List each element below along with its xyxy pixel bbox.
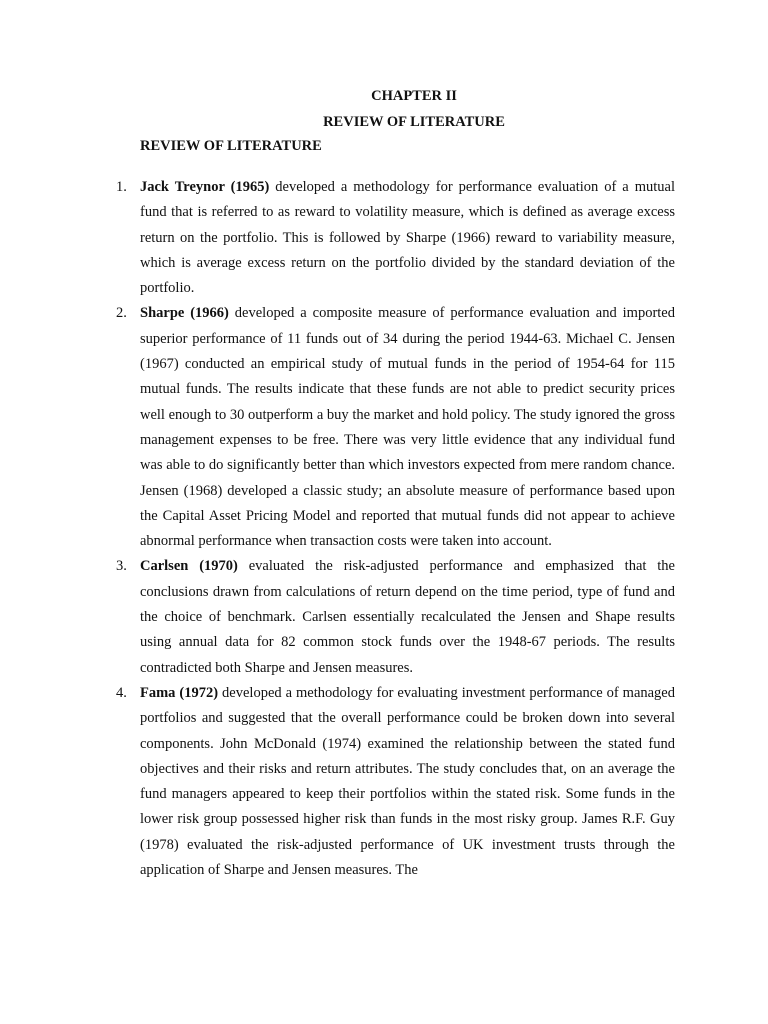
item-text: developed a methodology for performance evaluation of a mutual fund that is referred to as reward to volatility measure, which is defined as average excess return on the portfolio. This is followed by Sharpe (1966) reward to variability measure, which is average excess return on the portfolio divided by the standard deviation of the portfolio. xyxy=(140,179,675,297)
item-author: Sharpe (1966) xyxy=(140,305,229,322)
literature-list xyxy=(0,175,675,883)
list-item xyxy=(0,301,675,554)
item-number: 4. xyxy=(116,684,127,701)
chapter-label: CHAPTER II xyxy=(371,88,457,104)
item-author: Carlsen (1970) xyxy=(140,558,238,575)
item-author: Fama (1972) xyxy=(140,684,219,701)
item-author: Jack Treynor (1965) xyxy=(140,179,270,195)
item-number: 2. xyxy=(116,305,127,322)
item-text: evaluated the risk-adjusted performance and emphasized that the conclusions drawn from calculations of return depend on the time period, type of fund and the choice of benchmark. Carlsen essentially recalculated the Jensen and Shape results using annual data for 82 common stock funds over the 1948-67 periods. The results contradicted both Sharpe and Jensen measures. xyxy=(140,558,675,676)
item-number: 3. xyxy=(116,558,127,575)
list-item xyxy=(0,554,675,680)
section-heading: REVIEW OF LITERATURE xyxy=(140,138,322,154)
item-number: 1. xyxy=(116,179,127,195)
item-text: developed a composite measure of performance evaluation and imported superior performance of 11 funds out of 34 during the period 1944-63. Michael C. Jensen (1967) conducted an empirical study of mutual funds in the period of 1954-64 for 115 mutual funds. The results indicate that these funds are not able to predict security prices well enough to 30 outperform a buy the market and hold policy. The study ignored the gross management expenses to be free. There was very little evidence that any individual fund was able to do significantly better than which investors expected from mere random chance. Jensen (1968) developed a classic study; an absolute measure of performance based upon the Capital Asset Pricing Model and reported that mutual funds did not appear to achieve abnormal performance when transaction costs were taken into account. xyxy=(140,305,675,550)
list-item xyxy=(0,681,675,883)
list-item xyxy=(0,175,675,301)
chapter-title: REVIEW OF LITERATURE xyxy=(323,114,505,130)
item-text: developed a methodology for evaluating investment performance of managed portfolios and suggested that the overall performance could be broken down into several components. John McDonald (1974) examined the relationship between the stated fund objectives and their risks and return attributes. The study concludes that, on an average the fund managers appeared to keep their portfolios within the stated risk. Some funds in the lower risk group possessed higher risk than funds in the most risky group. James R.F. Guy (1978) evaluated the risk-adjusted performance of UK investment trusts through the application of Sharpe and Jensen measures. The xyxy=(140,684,675,879)
